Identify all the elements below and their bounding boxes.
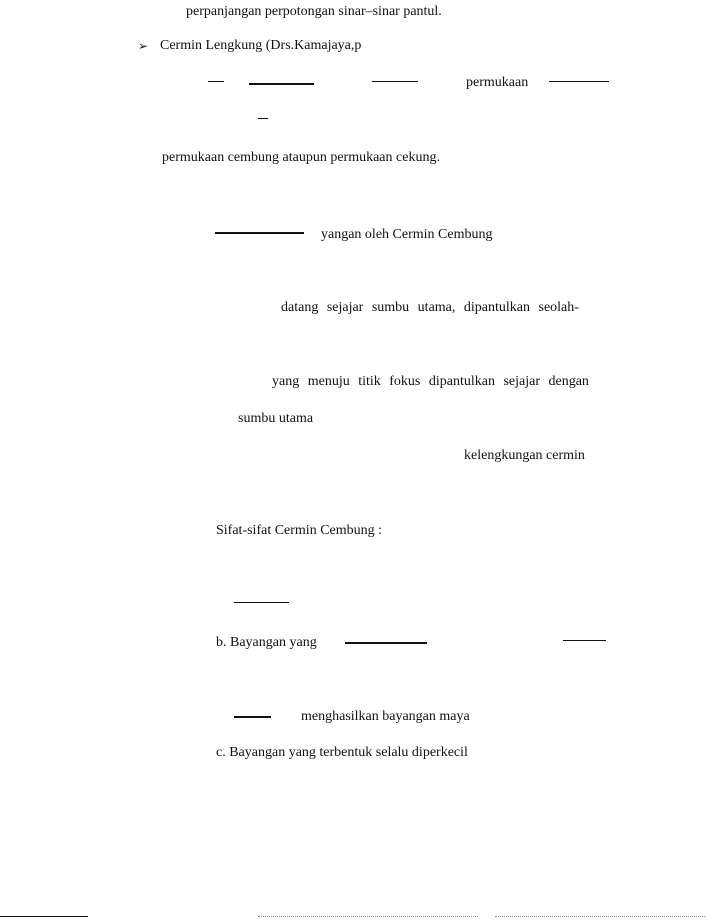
text-line-surfaces: permukaan cembung ataupun permukaan cekung. (162, 150, 440, 165)
text-line-parallel: datang sejajar sumbu utama, dipantulkan seolah- (281, 300, 579, 315)
heading-sifat-cermin-cembung: Sifat-sifat Cermin Cembung : (216, 523, 383, 538)
redaction-bar (234, 602, 289, 603)
text-line-top: perpanjangan perpotongan sinar–sinar pantul. (186, 4, 442, 19)
section-heading-cermin-lengkung: Cermin Lengkung (Drs.Kamajaya,p (160, 38, 362, 53)
text-line-curvature: kelengkungan cermin (464, 448, 585, 463)
scan-artifact-line (495, 916, 705, 918)
text-line-focus: yang menuju titik fokus dipantulkan sejajar dengan (272, 374, 589, 389)
text-permukaan: permukaan (466, 75, 529, 90)
redaction-bar (372, 81, 418, 82)
scan-artifact-line (258, 916, 478, 918)
text-line-virtual: menghasilkan bayangan maya (301, 709, 470, 724)
text-line-shadow: yangan oleh Cermin Cembung (321, 227, 493, 242)
redaction-bar (234, 716, 271, 718)
redaction-bar (249, 83, 314, 85)
footnote-separator (0, 916, 88, 917)
redaction-bar (345, 642, 427, 644)
redaction-bar (563, 640, 606, 641)
redaction-bar (549, 81, 609, 82)
bullet-arrow-icon: ➢ (138, 39, 149, 53)
list-item-b: b. Bayangan yang (216, 635, 317, 650)
redaction-bar (215, 232, 304, 234)
redaction-bar (258, 118, 268, 119)
list-item-c: c. Bayangan yang terbentuk selalu diperkecil (216, 745, 468, 760)
redaction-bar (208, 81, 224, 82)
text-line-axis: sumbu utama (238, 411, 314, 426)
